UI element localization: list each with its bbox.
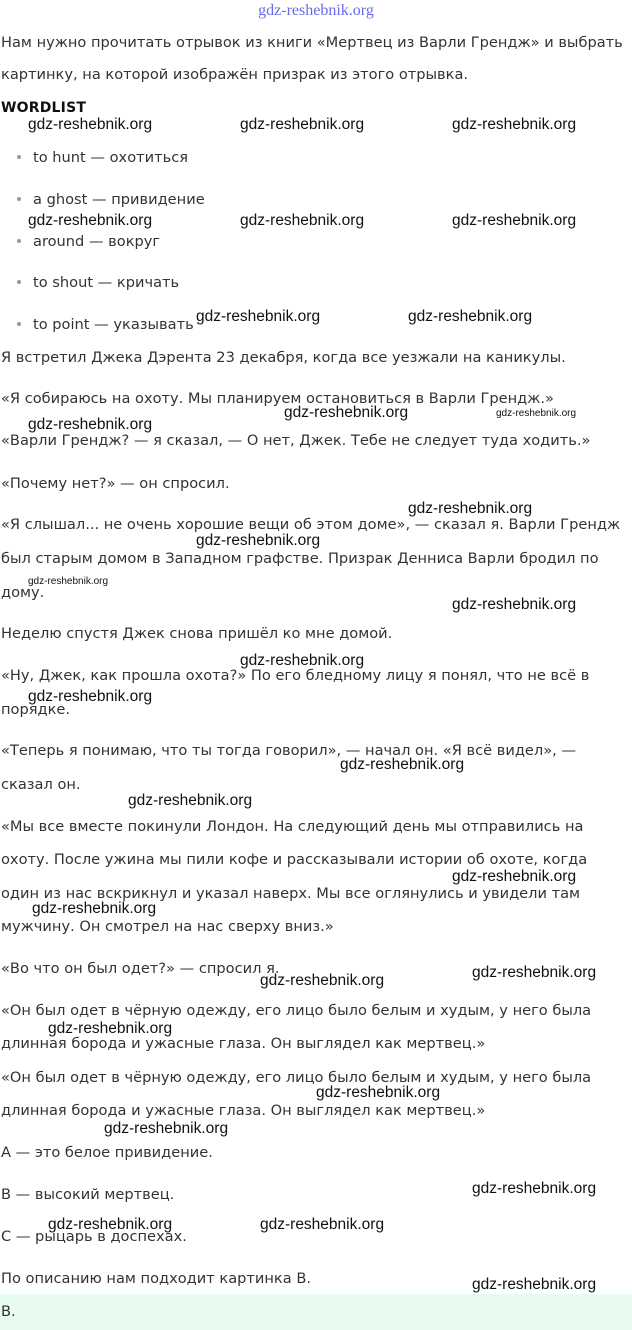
option-b: B — высокий мертвец. — [1, 1186, 175, 1203]
site-header[interactable]: gdz-reshebnik.org — [258, 2, 374, 19]
story-line: мужчину. Он смотрел на нас сверху вниз.» — [1, 918, 334, 935]
answer-text: B. — [1, 1303, 16, 1320]
option-a: A — это белое привидение. — [1, 1144, 213, 1161]
watermark: gdz-reshebnik.org — [452, 868, 577, 885]
story-line: «Ну, Джек, как прошла охота?» По его бледному лицу я понял, что не всё в — [1, 667, 590, 684]
wordlist-title: WORDLIST — [1, 100, 87, 116]
story-line: «Варли Грендж? — я сказал, — О нет, Джек. Тебе не следует туда ходить.» — [1, 432, 591, 449]
watermark: gdz-reshebnik.org — [452, 212, 577, 229]
bullet-icon — [17, 322, 21, 326]
watermark: gdz-reshebnik.org — [260, 972, 385, 989]
watermark: gdz-reshebnik.org — [240, 212, 365, 229]
bullet-icon — [17, 197, 21, 201]
watermark: gdz-reshebnik.org — [452, 116, 577, 133]
story-line: «Мы все вместе покинули Лондон. На следующий день мы отправились на — [1, 818, 584, 835]
wordlist-item-text: around — вокруг — [33, 233, 161, 250]
watermark: gdz-reshebnik.org — [472, 1180, 597, 1197]
wordlist-item-text: a ghost — привидение — [33, 191, 205, 208]
watermark: gdz-reshebnik.org — [240, 116, 365, 133]
story-line: «Я слышал... не очень хорошие вещи об этом доме», — сказал я. Варли Грендж — [1, 516, 621, 533]
intro-line: картинку, на которой изображён призрак из этого отрывка. — [1, 66, 469, 83]
story-line: длинная борода и ужасные глаза. Он выглядел как мертвец.» — [1, 1102, 486, 1119]
story-line: Неделю спустя Джек снова пришёл ко мне домой. — [1, 625, 393, 642]
watermark: gdz-reshebnik.org — [32, 900, 157, 917]
intro-line: Нам нужно прочитать отрывок из книги «Мертвец из Варли Грендж» и выбрать — [1, 34, 623, 51]
story-line: «Теперь я понимаю, что ты тогда говорил», — начал он. «Я всё видел», — — [1, 742, 577, 759]
watermark: gdz-reshebnik.org — [196, 308, 321, 325]
watermark: gdz-reshebnik.org — [472, 1276, 597, 1293]
story-line: охоту. После ужина мы пили кофе и рассказывали истории об охоте, когда — [1, 851, 588, 868]
watermark: gdz-reshebnik.org — [240, 652, 365, 669]
wordlist-item-text: to shout — кричать — [33, 274, 180, 291]
wordlist-item-text: to point — указывать — [33, 316, 194, 333]
watermark: gdz-reshebnik.org — [316, 1084, 441, 1101]
watermark: gdz-reshebnik.org — [452, 596, 577, 613]
bullet-icon — [17, 280, 21, 284]
story-line: сказал он. — [1, 776, 81, 793]
wordlist-item — [17, 191, 205, 208]
wordlist-item-text: to hunt — охотиться — [33, 149, 189, 166]
watermark: gdz-reshebnik.org — [260, 1216, 385, 1233]
watermark: gdz-reshebnik.org — [104, 1120, 229, 1137]
wordlist-item — [17, 316, 194, 333]
watermark: gdz-reshebnik.org — [496, 408, 577, 419]
story-line: «Он был одет в чёрную одежду, его лицо было белым и худым, у него была — [1, 1069, 592, 1086]
watermark: gdz-reshebnik.org — [284, 404, 409, 421]
story-line: порядке. — [1, 701, 71, 718]
watermark: gdz-reshebnik.org — [48, 1020, 173, 1037]
story-line: «Он был одет в чёрную одежду, его лицо было белым и худым, у него была — [1, 1002, 592, 1019]
watermark: gdz-reshebnik.org — [48, 1216, 173, 1233]
bullet-icon — [17, 239, 21, 243]
bullet-icon — [17, 155, 21, 159]
watermark: gdz-reshebnik.org — [28, 212, 153, 229]
wordlist-item — [17, 274, 179, 291]
watermark: gdz-reshebnik.org — [196, 532, 321, 549]
story-line: «Я собираюсь на охоту. Мы планируем остановиться в Варли Грендж.» — [1, 390, 554, 407]
watermark: gdz-reshebnik.org — [28, 116, 153, 133]
watermark: gdz-reshebnik.org — [28, 576, 109, 587]
watermark: gdz-reshebnik.org — [128, 792, 253, 809]
watermark: gdz-reshebnik.org — [472, 964, 597, 981]
watermark: gdz-reshebnik.org — [408, 308, 533, 325]
conclusion: По описанию нам подходит картинка B. — [1, 1270, 311, 1287]
answer-box — [0, 1294, 632, 1330]
story-line: длинная борода и ужасные глаза. Он выглядел как мертвец.» — [1, 1035, 486, 1052]
story-line: «Почему нет?» — он спросил. — [1, 475, 230, 492]
watermark: gdz-reshebnik.org — [28, 688, 153, 705]
story-line: один из нас вскрикнул и указал наверх. Мы все оглянулись и увидели там — [1, 885, 581, 902]
story-line: дому. — [1, 584, 45, 601]
wordlist-item — [17, 149, 188, 166]
story-line: Я встретил Джека Дэрента 23 декабря, когда все уезжали на каникулы. — [1, 349, 566, 366]
watermark: gdz-reshebnik.org — [28, 416, 153, 433]
watermark: gdz-reshebnik.org — [340, 756, 465, 773]
story-line: «Во что он был одет?» — спросил я. — [1, 960, 280, 977]
watermark: gdz-reshebnik.org — [408, 500, 533, 517]
wordlist-item — [17, 233, 160, 250]
story-line: был старым домом в Западном графстве. Призрак Денниса Варли бродил по — [1, 550, 599, 567]
option-c: C — рыцарь в доспехах. — [1, 1228, 187, 1245]
